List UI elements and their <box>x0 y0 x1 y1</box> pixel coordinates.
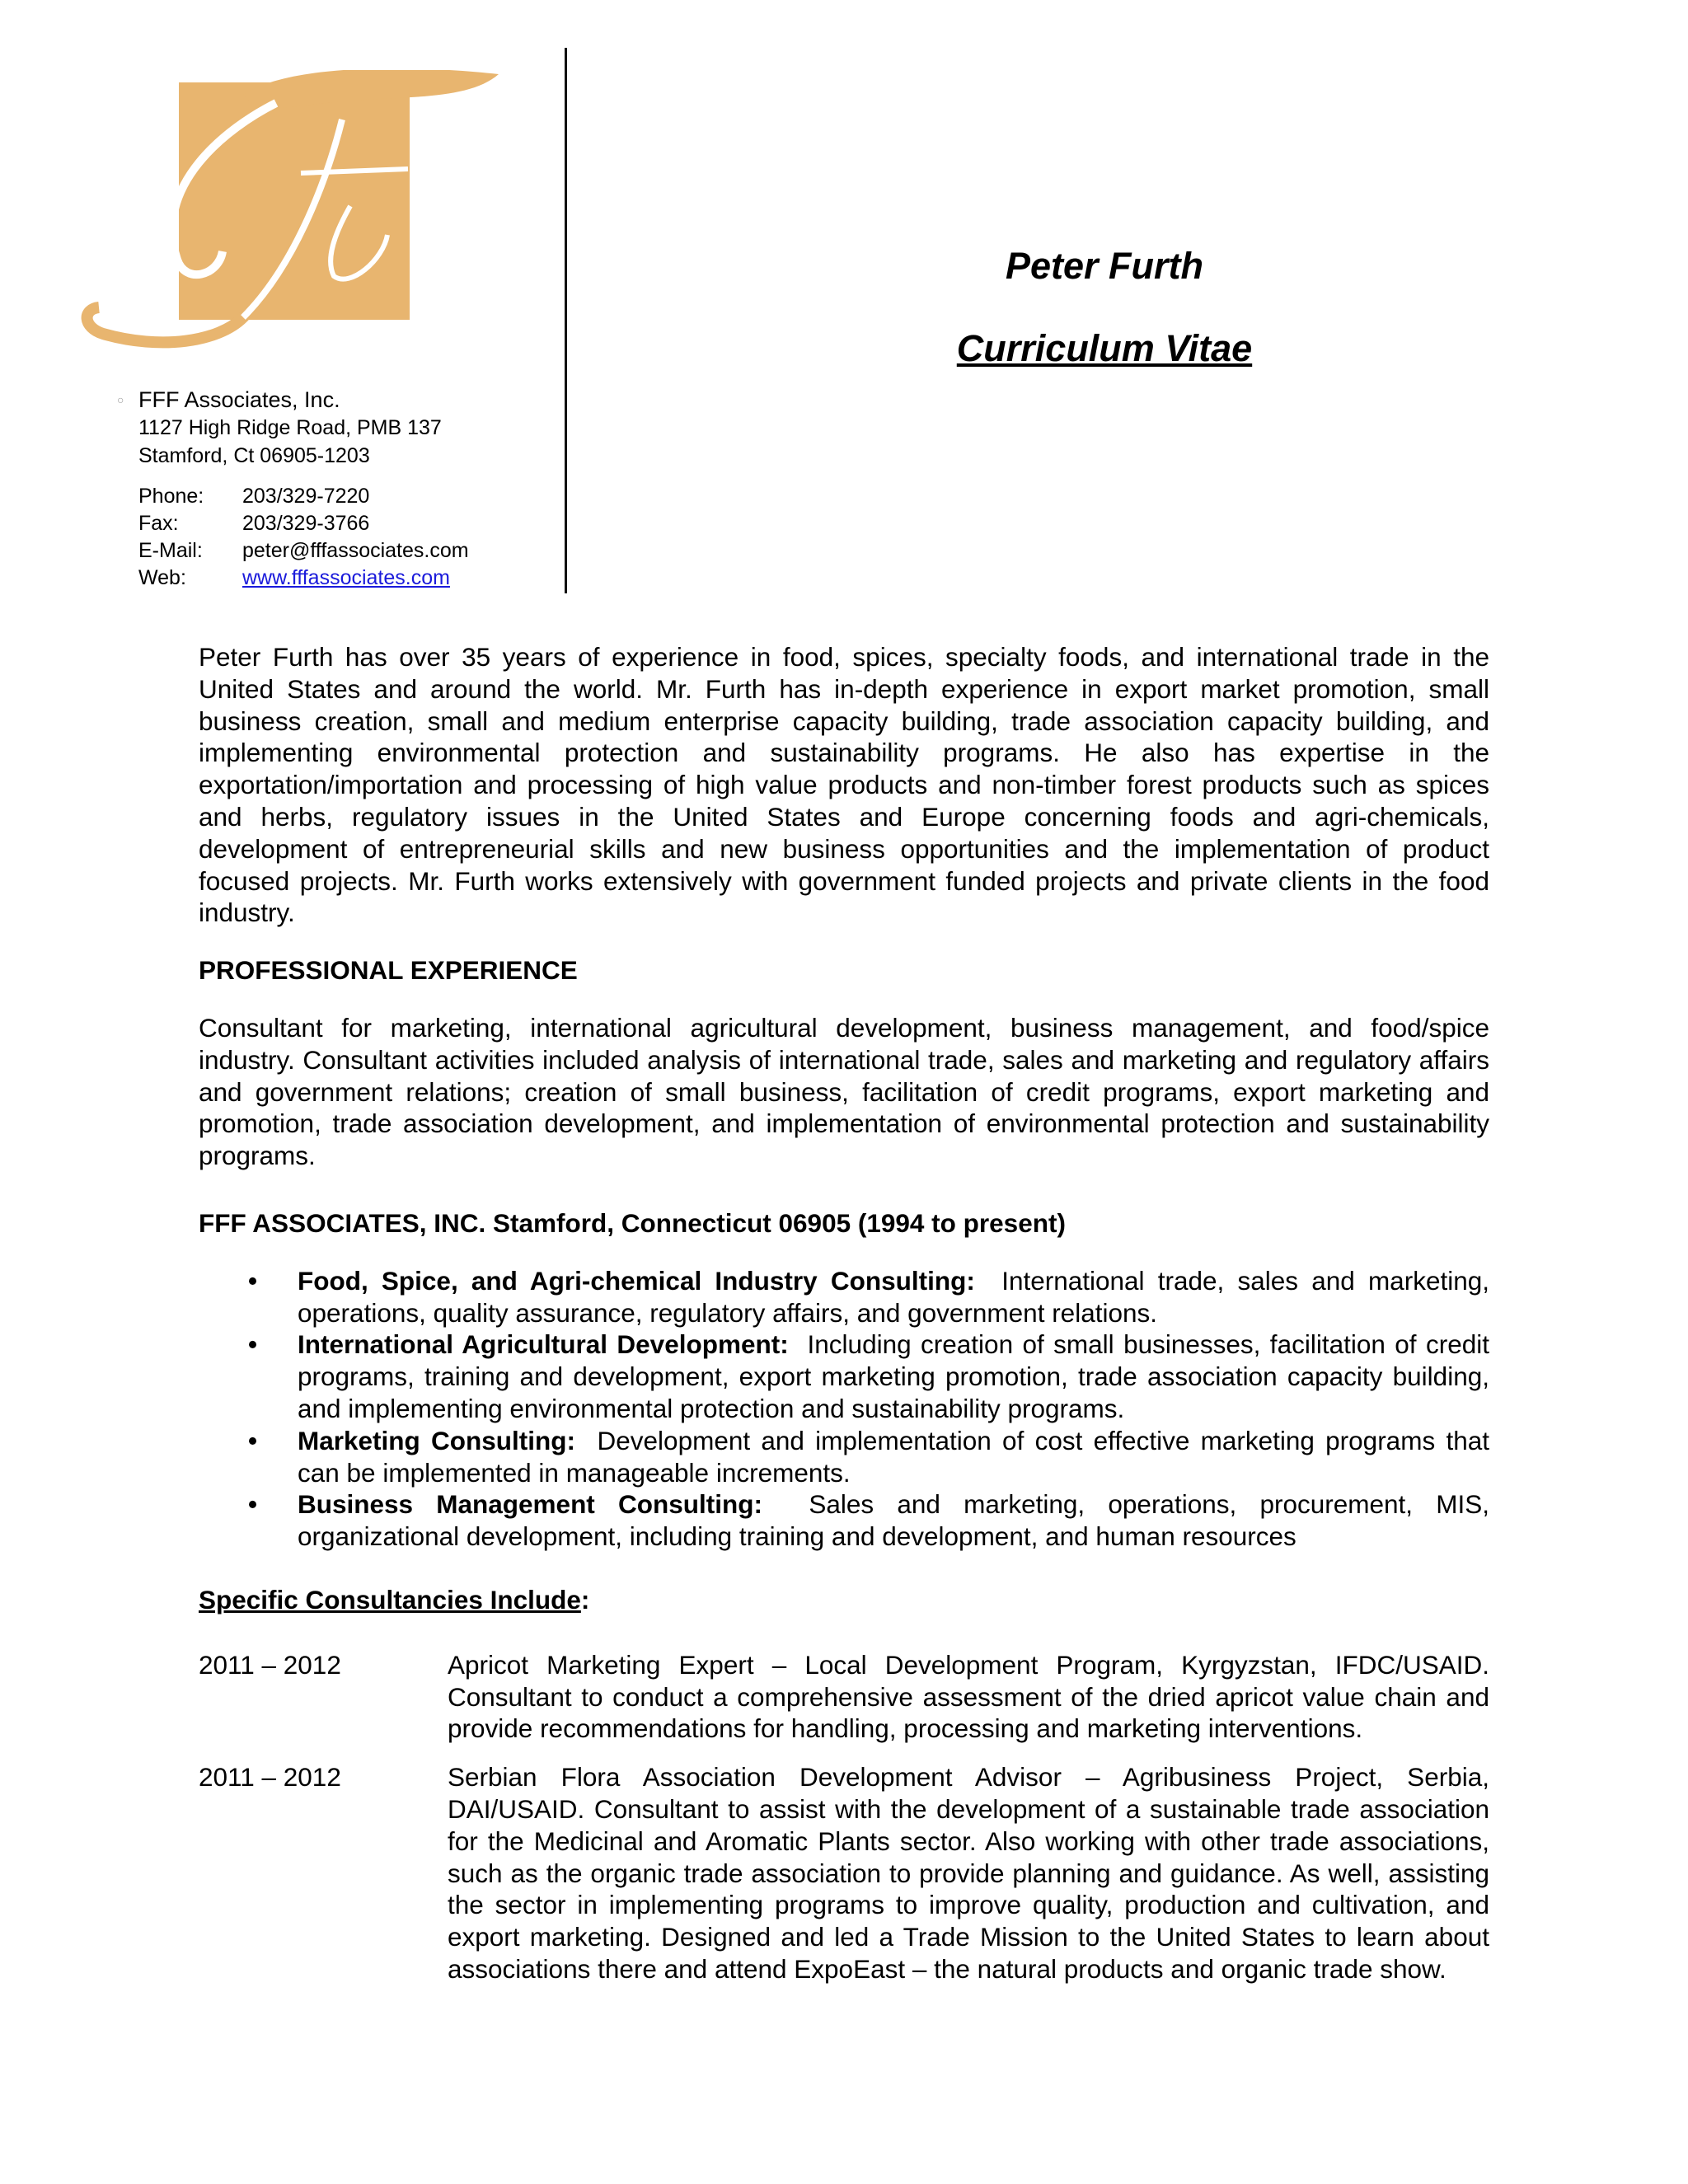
consultancy-description: Serbian Flora Association Development Advisor – Agribusiness Project, Serbia, DAI/USAID. Consultant to assist with the development of a sustainable trade association for the Medicinal and Aromatic Plants sector. Also working with other trade associations, such as the organic trade association to provide planning and guidance. As well, assisting the sector in implementing programs to improve quality, production and cultivation, and export marketing. Designed and led a Trade Mission to the United States to learn about associations there and attend ExpoEast – the natural products and organic trade show. <box>448 1762 1489 1984</box>
contact-phone: Phone: 203/329-7220 <box>138 485 370 508</box>
contact-fax: Fax: 203/329-3766 <box>138 512 370 535</box>
experience-heading: PROFESSIONAL EXPERIENCE <box>199 955 578 986</box>
address-line-2: Stamford, Ct 06905-1203 <box>138 444 370 467</box>
consultancy-entry <box>199 1761 1489 1985</box>
contact-info <box>138 483 469 592</box>
header-divider <box>565 48 567 593</box>
company-name: FFF Associates, Inc. <box>138 387 340 412</box>
list-item: • International Agricultural Development: Including creation of small businesses, facilitation of credit programs, training and development, export marketing promotion, trade association capacity building, and implementing environmental protection and sustainability programs. <box>298 1329 1489 1424</box>
document-title: Curriculum Vitae <box>956 327 1253 369</box>
cv-body <box>199 641 1489 2002</box>
firm-heading: FFF ASSOCIATES, INC. Stamford, Connecticut 06905 (1994 to present) <box>199 1207 1066 1238</box>
contact-web: Web: www.fffassociates.com <box>138 565 469 592</box>
services-list <box>199 1265 1489 1553</box>
intro-paragraph: Peter Furth has over 35 years of experience in food, spices, specialty foods, and international trade in the United States and around the world. Mr. Furth has in-depth experience in export market promotion, small business creation, small and medium enterprise capacity building, trade association capacity building, and implementing environmental protection and sustainability programs. He also has expertise in the exportation/importation and processing of high value products and non-timber forest products such as spices and herbs, regulatory issues in the United States and Europe concerning foods and agri-chemicals, development of entrepreneurial skills and new business opportunities and the implementation of product focused projects. Mr. Furth works extensively with government funded projects and private clients in the food industry. <box>199 642 1489 928</box>
company-address <box>117 386 442 470</box>
experience-paragraph: Consultant for marketing, international agricultural development, business management, and food/spice industry. Consultant activities included analysis of international trade, sales and marketing and regulatory affairs and government relations; creation of small business, facilitation of credit programs, export marketing and promotion, trade association development, and implementation of environmental protection and sustainability programs. <box>199 1012 1489 1171</box>
list-item: • Business Management Consulting: Sales and marketing, operations, procurement, MIS, organizational development, including training and development, and human resources <box>298 1488 1489 1553</box>
title-block <box>824 241 1385 374</box>
company-logo <box>78 70 507 359</box>
contact-email: E-Mail: peter@fffassociates.com <box>138 539 469 562</box>
consultancy-years: 2011 – 2012 <box>199 1762 341 1793</box>
list-item: • Marketing Consulting: Development and implementation of cost effective marketing programs that can be implemented in manageable increments. <box>298 1425 1489 1489</box>
consultancy-description: Apricot Marketing Expert – Local Development Program, Kyrgyzstan, IFDC/USAID. Consultant to conduct a comprehensive assessment of the dried apricot value chain and provide recommendations for handling, processing and marketing interventions. <box>448 1649 1489 1744</box>
consultancy-entry <box>199 1649 1489 1745</box>
website-link[interactable]: www.fffassociates.com <box>242 566 450 589</box>
address-line-1: 1127 High Ridge Road, PMB 137 <box>138 416 442 439</box>
person-name: Peter Furth <box>1005 245 1204 287</box>
consultancy-years: 2011 – 2012 <box>199 1649 341 1680</box>
specific-consultancies-heading: Specific Consultancies Include: <box>199 1584 590 1615</box>
address-bullet-icon: ○ <box>117 393 124 406</box>
list-item: • Food, Spice, and Agri-chemical Industry Consulting: International trade, sales and marketing, operations, quality assurance, regulatory affairs, and government relations. <box>298 1265 1489 1329</box>
